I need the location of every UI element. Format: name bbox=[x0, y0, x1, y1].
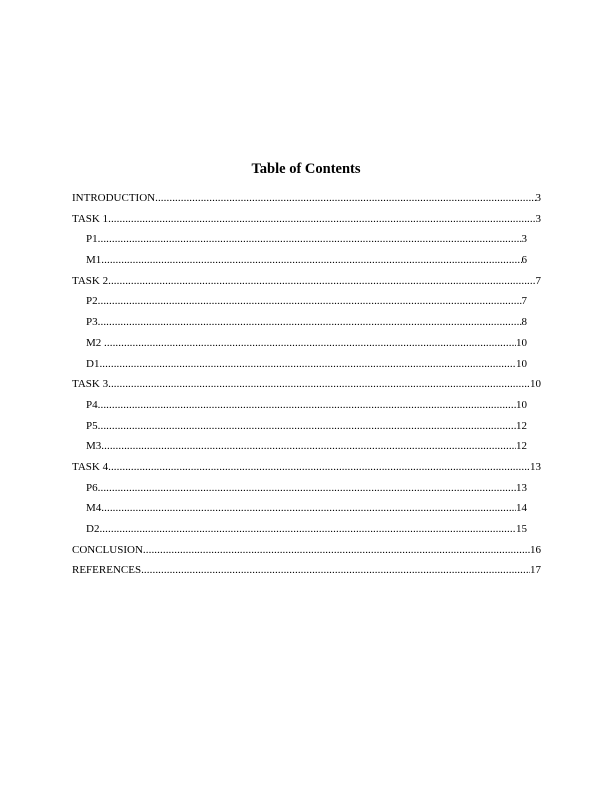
toc-entry-m2[interactable] bbox=[0, 333, 612, 354]
toc-entry-page: 7 bbox=[535, 274, 541, 287]
toc-entry-page: 17 bbox=[530, 564, 541, 577]
toc-entry-page: 10 bbox=[530, 378, 541, 391]
toc-dot-leader bbox=[143, 540, 530, 561]
toc-entry-label: M2 bbox=[86, 336, 105, 349]
toc-dot-leader bbox=[99, 354, 516, 375]
toc-entry-label: P3 bbox=[86, 316, 98, 329]
toc-entry-label: TASK 2 bbox=[72, 274, 109, 287]
toc-dot-leader bbox=[98, 478, 516, 499]
toc-dot-leader bbox=[98, 395, 516, 416]
toc-entry-page: 6 bbox=[521, 254, 527, 267]
toc-entry-label: D1 bbox=[86, 357, 100, 370]
toc-entry-label: TASK 3 bbox=[72, 378, 109, 391]
toc-dot-leader bbox=[108, 271, 535, 292]
toc-entry-page: 7 bbox=[521, 295, 527, 308]
toc-dot-leader bbox=[155, 188, 535, 209]
toc-entry-label: M3 bbox=[86, 440, 102, 453]
toc-title: Table of Contents bbox=[251, 161, 361, 177]
toc-entry-page: 10 bbox=[516, 336, 527, 349]
toc-entry-p5[interactable] bbox=[0, 416, 612, 437]
toc-entry-label: M1 bbox=[86, 254, 102, 267]
toc-entry-label: P6 bbox=[86, 481, 98, 494]
toc-entry-m3[interactable] bbox=[0, 436, 612, 457]
toc-entry-task-1[interactable] bbox=[0, 209, 612, 230]
toc-entry-label: P1 bbox=[86, 233, 98, 246]
toc-entry-label: P4 bbox=[86, 398, 98, 411]
toc-entry-task-3[interactable] bbox=[0, 374, 612, 395]
toc-entry-references[interactable] bbox=[0, 560, 612, 581]
toc-dot-leader bbox=[141, 560, 530, 581]
toc-entry-m4[interactable] bbox=[0, 498, 612, 519]
toc-entry-label: INTRODUCTION bbox=[72, 192, 156, 204]
toc-entry-d1[interactable] bbox=[0, 354, 612, 375]
toc-entry-introduction[interactable] bbox=[0, 188, 612, 209]
toc-entry-page: 8 bbox=[521, 316, 527, 329]
toc-entry-task-2[interactable] bbox=[0, 271, 612, 292]
toc-dot-leader bbox=[108, 457, 530, 478]
toc-dot-leader bbox=[101, 250, 521, 271]
toc-entry-page: 12 bbox=[516, 440, 527, 453]
toc-dot-leader bbox=[98, 416, 516, 437]
toc-entry-label: TASK 1 bbox=[72, 212, 109, 225]
toc-entry-page: 12 bbox=[516, 419, 527, 432]
toc-entry-label: P2 bbox=[86, 295, 98, 308]
toc-dot-leader bbox=[98, 312, 522, 333]
toc-entry-label: TASK 4 bbox=[72, 460, 109, 473]
toc-entry-page: 14 bbox=[516, 502, 527, 515]
toc-entry-page: 10 bbox=[516, 357, 527, 370]
toc-entry-page: 16 bbox=[530, 543, 541, 556]
toc-entry-task-4[interactable] bbox=[0, 457, 612, 478]
toc-entry-label: D2 bbox=[86, 523, 100, 535]
toc-entry-page: 13 bbox=[516, 481, 527, 494]
toc-entry-p3[interactable] bbox=[0, 312, 612, 333]
toc-entry-page: 13 bbox=[530, 460, 541, 473]
toc-entry-m1[interactable] bbox=[0, 250, 612, 271]
toc-entry-label: M4 bbox=[86, 502, 102, 515]
toc-dot-leader bbox=[98, 291, 522, 312]
toc-dot-leader bbox=[101, 498, 516, 519]
toc-dot-leader bbox=[101, 436, 516, 457]
toc-list bbox=[0, 188, 612, 581]
toc-entry-label: REFERENCES bbox=[72, 564, 142, 577]
toc-entry-p2[interactable] bbox=[0, 291, 612, 312]
toc-entry-page: 3 bbox=[535, 212, 541, 225]
toc-dot-leader bbox=[99, 519, 516, 540]
toc-dot-leader bbox=[98, 229, 522, 250]
toc-entry-page: 3 bbox=[535, 192, 541, 204]
toc-dot-leader bbox=[108, 209, 535, 230]
toc-entry-conclusion[interactable] bbox=[0, 540, 612, 561]
toc-entry-label: P5 bbox=[86, 419, 98, 432]
toc-entry-p6[interactable] bbox=[0, 478, 612, 499]
toc-entry-page: 10 bbox=[516, 398, 527, 411]
toc-entry-page: 3 bbox=[521, 233, 527, 246]
toc-dot-leader bbox=[108, 374, 530, 395]
toc-entry-p4[interactable] bbox=[0, 395, 612, 416]
toc-entry-p1[interactable] bbox=[0, 229, 612, 250]
toc-entry-d2[interactable] bbox=[0, 519, 612, 540]
toc-entry-label: CONCLUSION bbox=[72, 543, 143, 556]
toc-dot-leader bbox=[104, 333, 516, 354]
toc-entry-page: 15 bbox=[516, 523, 527, 535]
